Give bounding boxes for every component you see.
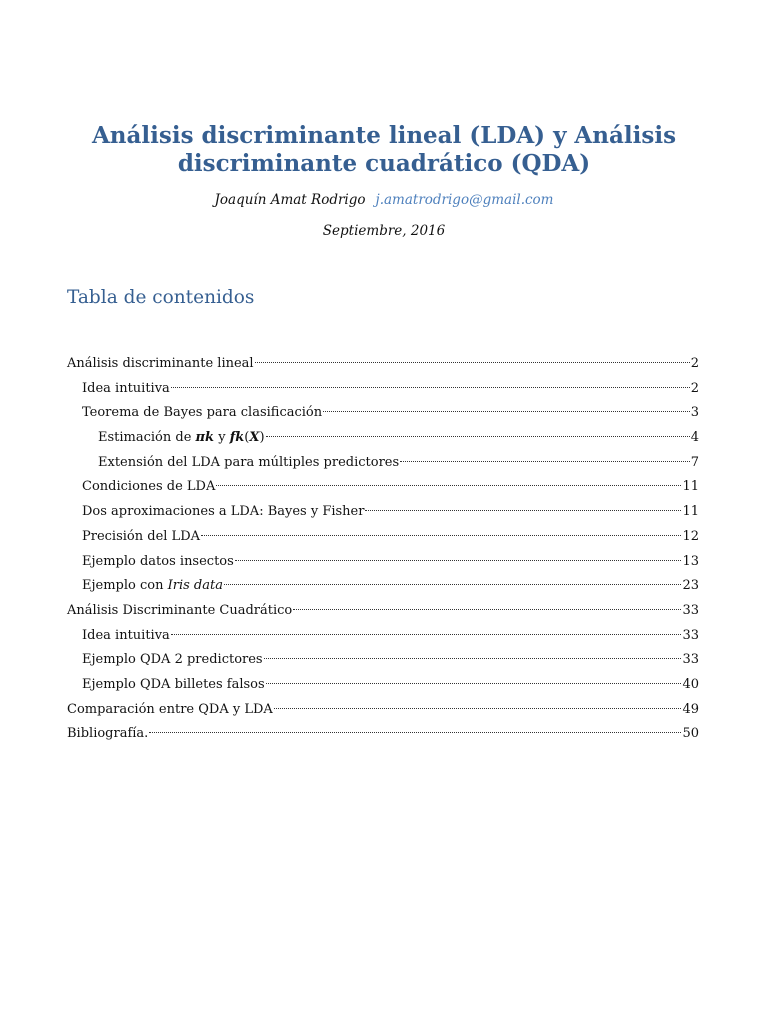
title-line-1: Análisis discriminante lineal (LDA) y Análisis <box>91 122 677 149</box>
document-title <box>60 122 708 178</box>
toc-leader-dots <box>264 658 682 659</box>
toc-page-number: 7 <box>690 454 699 470</box>
toc-entry-label: Bibliografía. <box>67 726 149 742</box>
toc-page-number: 12 <box>682 528 699 544</box>
toc-entry-label: Ejemplo QDA billetes falsos <box>82 676 265 692</box>
toc-entry-label <box>98 428 265 448</box>
toc-entry-label: Ejemplo QDA 2 predictores <box>82 652 263 668</box>
title-line-2: discriminante cuadrático (QDA) <box>177 150 591 177</box>
toc-entry-label: Análisis Discriminante Cuadrático <box>67 602 293 618</box>
toc-entry[interactable] <box>67 626 699 651</box>
toc-entry-label: Comparación entre QDA y LDA <box>67 701 273 717</box>
math-symbol-x: X <box>249 430 260 446</box>
toc-page-number: 2 <box>690 380 699 396</box>
toc-entry[interactable] <box>67 675 699 700</box>
toc-page-number: 23 <box>682 578 699 594</box>
toc-entry-label-text: y <box>214 430 230 446</box>
toc-leader-dots <box>293 609 681 610</box>
toc-leader-dots <box>255 362 690 363</box>
toc-leader-dots <box>216 485 681 486</box>
toc-entry[interactable] <box>67 453 699 478</box>
toc-page-number: 50 <box>682 726 699 742</box>
toc-entry[interactable] <box>67 527 699 552</box>
math-symbol-pi-k: πk <box>195 430 215 446</box>
toc-entry-label-text: Estimación de <box>98 430 196 446</box>
author-line <box>0 190 768 210</box>
toc-leader-dots <box>171 634 682 635</box>
toc-leader-dots <box>274 708 682 709</box>
toc-entry[interactable] <box>67 403 699 428</box>
toc-entry-label-italic: Iris data <box>167 578 223 594</box>
toc-entry-label: Precisión del LDA <box>82 528 201 544</box>
toc-leader-dots <box>235 560 682 561</box>
toc-page-number: 4 <box>690 430 699 446</box>
toc-page-number: 40 <box>682 676 699 692</box>
toc-entry[interactable] <box>67 502 699 527</box>
math-paren-open: ( <box>244 430 250 446</box>
author-email-link[interactable]: j.amatrodrigo@gmail.com <box>375 192 554 208</box>
toc-page-number: 11 <box>682 504 699 520</box>
toc-entry-label <box>82 576 223 596</box>
toc-entry-label: Dos aproximaciones a LDA: Bayes y Fisher <box>82 504 365 520</box>
toc-entry[interactable] <box>67 477 699 502</box>
toc-entry-label: Condiciones de LDA <box>82 479 216 495</box>
toc-entry[interactable] <box>67 700 699 725</box>
toc-page-number: 3 <box>690 405 699 421</box>
math-symbol-f-k: fk <box>229 430 245 446</box>
toc-page-number: 2 <box>690 356 699 371</box>
toc-entry-label-text: Ejemplo con <box>82 578 168 594</box>
toc-leader-dots <box>323 411 690 412</box>
toc-heading: Tabla de contenidos <box>67 287 255 308</box>
toc-entry-label: Extensión del LDA para múltiples predictores <box>98 454 400 470</box>
toc-leader-dots <box>365 510 681 511</box>
toc-leader-dots <box>400 461 690 462</box>
toc-entry-label: Idea intuitiva <box>82 380 170 396</box>
toc-entry[interactable] <box>67 601 699 626</box>
toc-entry-label: Ejemplo datos insectos <box>82 553 234 569</box>
toc-page-number: 33 <box>682 652 699 668</box>
toc-page-number: 11 <box>682 479 699 495</box>
toc-entry-label: Teorema de Bayes para clasificación <box>82 405 323 421</box>
toc-page-number: 33 <box>682 602 699 618</box>
toc-entry-label: Análisis discriminante lineal <box>67 356 254 371</box>
toc-leader-dots <box>224 584 682 585</box>
toc-entry[interactable] <box>67 379 699 404</box>
toc-entry[interactable] <box>67 354 699 379</box>
author-name: Joaquín Amat Rodrigo <box>214 192 366 208</box>
toc-entry[interactable] <box>67 724 699 749</box>
toc-entry[interactable] <box>67 576 699 601</box>
toc-leader-dots <box>201 535 681 536</box>
toc-leader-dots <box>266 436 690 437</box>
toc-entry[interactable] <box>67 552 699 577</box>
table-of-contents <box>67 354 699 749</box>
toc-page-number: 33 <box>682 627 699 643</box>
document-date: Septiembre, 2016 <box>322 223 446 239</box>
toc-leader-dots <box>149 732 681 733</box>
toc-entry[interactable] <box>67 428 699 453</box>
toc-entry[interactable] <box>67 650 699 675</box>
toc-page-number: 13 <box>682 553 699 569</box>
math-paren-close: ) <box>259 430 265 446</box>
toc-page-number: 49 <box>682 701 699 717</box>
toc-entry-label: Idea intuitiva <box>82 627 170 643</box>
toc-leader-dots <box>171 387 690 388</box>
toc-leader-dots <box>266 683 682 684</box>
